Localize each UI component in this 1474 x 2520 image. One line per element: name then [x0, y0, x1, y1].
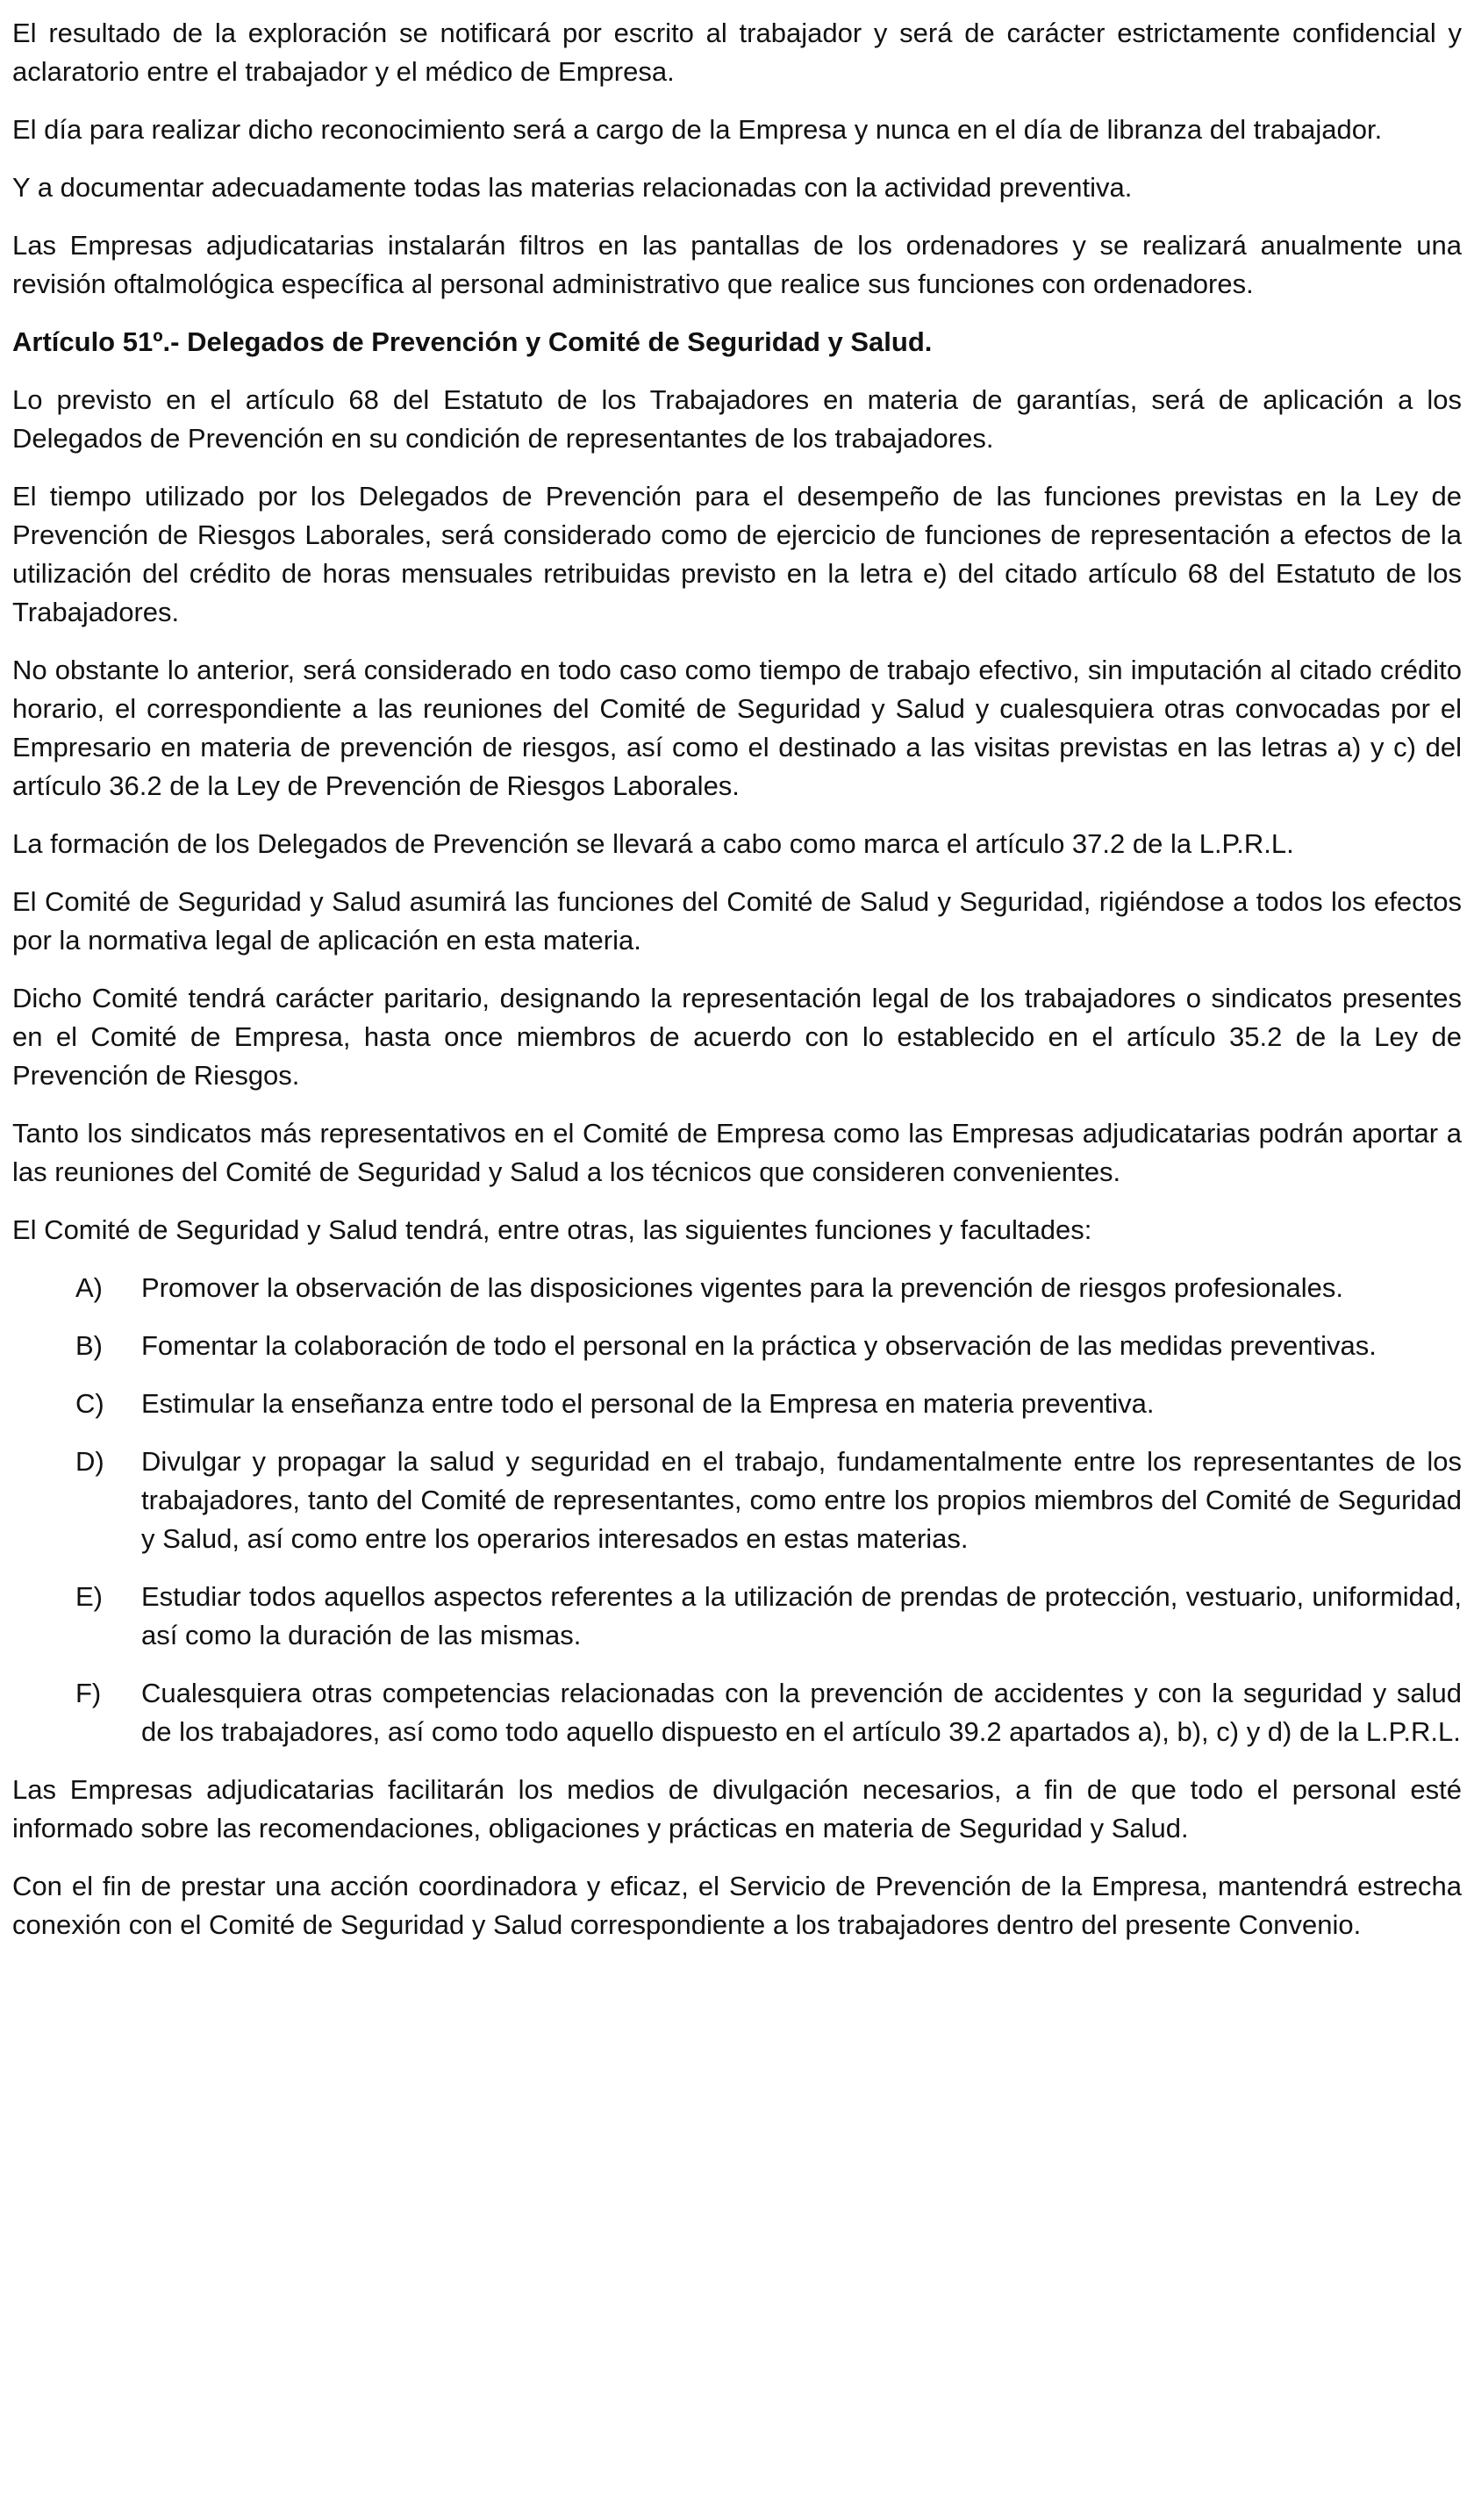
paragraph: El tiempo utilizado por los Delegados de Prevención para el desempeño de las funciones previstas en la Ley de Prevención de Riesgos Laborales, será considerado como de ejercicio de funciones de representación a efectos de la utilización del crédito de horas mensuales retribuidas previsto en la letra e) del citado artículo 68 del Estatuto de los Trabajadores.	[12, 481, 1462, 627]
paragraph: No obstante lo anterior, será considerado en todo caso como tiempo de trabajo efectivo, sin imputación al citado crédito horario, el correspondiente a las reuniones del Comité de Seguridad y Salud y cualesquiera otras convocadas por el Empresario en materia de prevención de riesgos, así como el destinado a las visitas previstas en las letras a) y c) del artículo 36.2 de la Ley de Prevención de Riesgos Laborales.	[12, 655, 1462, 801]
list-text: Cualesquiera otras competencias relacionadas con la prevención de accidentes y con la seguridad y salud de los trabajadores, así como todo aquello dispuesto en el artículo 39.2 apartados a), b), c) y d) de la L.P.R.L.	[141, 1678, 1462, 1747]
list-item	[12, 1674, 1462, 1751]
list-label: E)	[75, 1581, 103, 1612]
paragraph: Lo previsto en el artículo 68 del Estatuto de los Trabajadores en materia de garantías, será de aplicación a los Delegados de Prevención en su condición de representantes de los trabajadores.	[12, 384, 1462, 454]
list-text: Promover la observación de las disposiciones vigentes para la prevención de riesgos profesionales.	[141, 1272, 1343, 1303]
paragraph: La formación de los Delegados de Prevención se llevará a cabo como marca el artículo 37.2 de la L.P.R.L.	[12, 828, 1294, 859]
paragraph: Dicho Comité tendrá carácter paritario, designando la representación legal de los trabajadores o sindicatos presentes en el Comité de Empresa, hasta once miembros de acuerdo con lo establecido en el artículo 35.2 de la Ley de Prevención de Riesgos.	[12, 983, 1462, 1091]
list-label: A)	[75, 1272, 103, 1303]
list-label: F)	[75, 1678, 102, 1708]
list-text: Fomentar la colaboración de todo el personal en la práctica y observación de las medidas preventivas.	[141, 1330, 1377, 1361]
list-item	[12, 1443, 1462, 1558]
paragraph: Las Empresas adjudicatarias facilitarán los medios de divulgación necesarios, a fin de que todo el personal esté informado sobre las recomendaciones, obligaciones y prácticas en materia de Seguridad y Salud.	[12, 1774, 1462, 1843]
list-item	[12, 1578, 1462, 1655]
paragraph: El día para realizar dicho reconocimiento será a cargo de la Empresa y nunca en el día de libranza del trabajador.	[12, 114, 1383, 145]
functions-list	[12, 1269, 1462, 1751]
paragraph: El resultado de la exploración se notificará por escrito al trabajador y será de carácter estrictamente confidencial y aclaratorio entre el trabajador y el médico de Empresa.	[12, 18, 1462, 87]
article-heading: Artículo 51º.- Delegados de Prevención y Comité de Seguridad y Salud.	[12, 326, 933, 357]
list-label: D)	[75, 1446, 104, 1477]
list-item	[12, 1269, 1462, 1307]
paragraph: Tanto los sindicatos más representativos en el Comité de Empresa como las Empresas adjudicatarias podrán aportar a las reuniones del Comité de Seguridad y Salud a los técnicos que consideren convenientes.	[12, 1118, 1462, 1187]
paragraph: Y a documentar adecuadamente todas las materias relacionadas con la actividad preventiva.	[12, 172, 1133, 203]
paragraph: El Comité de Seguridad y Salud tendrá, entre otras, las siguientes funciones y facultades:	[12, 1214, 1092, 1245]
list-text: Estudiar todos aquellos aspectos referentes a la utilización de prendas de protección, vestuario, uniformidad, así como la duración de las mismas.	[141, 1581, 1462, 1650]
list-label: C)	[75, 1388, 104, 1419]
list-item	[12, 1327, 1462, 1365]
paragraph: Con el fin de prestar una acción coordinadora y eficaz, el Servicio de Prevención de la Empresa, mantendrá estrecha conexión con el Comité de Seguridad y Salud correspondiente a los trabajadores dentro del presente Convenio.	[12, 1871, 1462, 1940]
paragraph: Las Empresas adjudicatarias instalarán filtros en las pantallas de los ordenadores y se realizará anualmente una revisión oftalmológica específica al personal administrativo que realice sus funciones con ordenadores.	[12, 230, 1462, 299]
list-item	[12, 1385, 1462, 1423]
list-text: Estimular la enseñanza entre todo el personal de la Empresa en materia preventiva.	[141, 1388, 1155, 1419]
paragraph: El Comité de Seguridad y Salud asumirá las funciones del Comité de Salud y Seguridad, rigiéndose a todos los efectos por la normativa legal de aplicación en esta materia.	[12, 886, 1462, 956]
list-text: Divulgar y propagar la salud y seguridad en el trabajo, fundamentalmente entre los representantes de los trabajadores, tanto del Comité de representantes, como entre los propios miembros del Comité de Seguridad y Salud, así como entre los operarios interesados en estas materias.	[141, 1446, 1462, 1554]
list-label: B)	[75, 1330, 103, 1361]
